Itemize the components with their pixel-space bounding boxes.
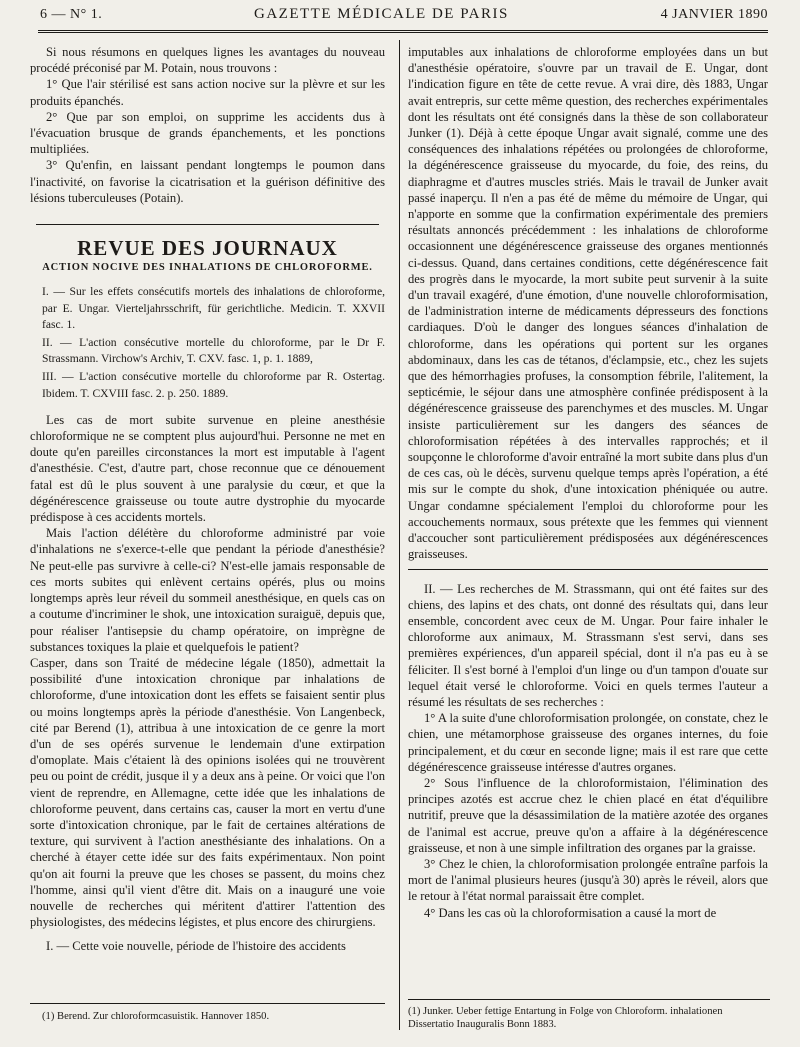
right-column bbox=[408, 44, 768, 921]
body-paragraph: Casper, dans son Traité de médecine légale (1850), admettait la possibilité d'une intoxication chronique par inhalations de chloroforme, d'une intoxication dont les effets se faisaient sentir plus ou moins longtemps après la période d'anesthésie. Von Langenbeck, cité par Berend (1), attribua à une intoxication de ce genre la mort d'un de ses opérés survenue le lendemain d'une extirpation d'omoplate. Mais c'étaient là des opinions isolées qui ne trouvèrent peu ou point de crédit, jusque il y a deux ans à peine. Or voici que l'on vient de reprendre, en Allemagne, cette idée que les inhalations de chloroforme peuvent, dans certains cas, causer la mort en vertu d'une sorte d'intoxication chronique, par le fait de certaines altérations de texture, qui survivent à l'action anesthésiante des inhalations. On a cherché à étayer cette idée sur des faits expérimentaux. Non point qu'on ait fourni la preuve que les choses se passent, du moins chez l'homme, ainsi qu'il vient d'être dit. Mais on a inauguré une voie nouvelle de recherches qui méritent d'attirer l'attention des physiologistes, des médecins légistes, et plus encore des chirurgiens. bbox=[30, 655, 385, 930]
footnote-rule-left bbox=[30, 1003, 385, 1004]
reference-item: I. — Sur les effets consécutifs mortels des inhalations de chloroforme, par E. Ungar. Vierteljahrsschrift, für gerichtliche. Medicin. T. XXVII fasc. 1. bbox=[42, 285, 385, 331]
journal-title: GAZETTE MÉDICALE DE PARIS bbox=[254, 6, 509, 22]
column-divider bbox=[399, 40, 400, 1030]
left-column bbox=[30, 44, 385, 955]
paragraph-separator bbox=[408, 569, 768, 571]
result-point-2: 2° Sous l'influence de la chloroformistaion, l'élimination des principes azotés est accrue chez le chien placé en état d'équilibre nutritif, preuve que la désassimilation de la matière azotée des organes de l'animal est accrue, preuve qu'on a affaire à la dégénérescence graisseuse, et non à une simple infiltration des organes par la graisse. bbox=[408, 775, 768, 855]
advantage-point-1: 1° Que l'air stérilisé est sans action nocive sur la plèvre et sur les produits épanchés. bbox=[30, 77, 385, 108]
advantage-point-3: 3° Qu'enfin, en laissant pendant longtemps le poumon dans l'inactivité, on favorise la cicatrisation et la guérison définitive des lésions tuberculeuses (Potain). bbox=[30, 158, 385, 205]
page-number: 6 — N° 1. bbox=[40, 7, 103, 22]
body-paragraph: imputables aux inhalations de chloroforme employées dans un but d'anesthésie opératoire, s'ouvre par un travail de E. Ungar, dont l'indication figure en tête de cette revue. A vrai dire, dès 1883, Ungar avait entrepris, sur cette même question, des recherches expérimentales dont les résultats ont été consignés dans la thèse de son collaborateur Junker (1). Déjà à cette époque Ungar avait signalé, comme une des conséquences des inhalations répétées ou prolongées de chloroforme, la dégénérescence graisseuse du myocarde, du foie, des reins, du diaphragme et d'autres muscles striés. Mais le travail de Junker avait passé inaperçu. Il n'en a pas été de même du mémoire de Ungar, qui n'apporte en somme que la confirmation expérimentale des premiers résultats annoncés précédemment : les inhalations de chloroforme occasionnent une dégénérescence graisseuse des organes mentionnés ci-dessus. Quand, dans certaines conditions, cette dégénérescence fait des progrès dans le myocarde, la mort subite peut survenir à la suite d'un travail exagéré, d'une émotion, d'une nouvelle chloroformisation, de l'administration interne de médicaments dépresseurs des fonctions cardiaques. D'où le danger des longues séances d'inhalation de chloroforme, dans les opérations qui portent sur les organes abdominaux, dans les cas de tétanos, d'éclampsie, etc., chez les sujets que des hémorrhagies profuses, la consomption fébrile, l'alitement, la septicémie, le séjour dans une atmosphère confinée prédisposent à la dégénérescence graisseuse des parenchymes et des muscles. M. Ungar insiste particulièrement sur les dangers des séances de chloroformisation répétées à des intervalles rapprochés; et il soupçonne le chloroforme d'avoir entraîné la mort subite dans plus d'un de ces cas, où le décès, survenu quelque temps après l'opération, a été mis sur le compte du shok, d'une intoxication phéniquée ou autre. Ungar condamne spécialement l'emploi du chloroforme pour les accouchements normaux, sous prétexte que les femmes qui viennent d'accoucher sont particulièrement prédisposées aux dégénérescences graisseuses. bbox=[408, 45, 768, 562]
advantage-point-2: 2° Que par son emploi, on supprime les accidents dus à l'évacuation brusque de grands épanchements, et les ponctions multipliées. bbox=[30, 109, 385, 157]
section-title: REVUE DES JOURNAUX bbox=[77, 236, 338, 261]
result-point-1: 1° A la suite d'une chloroformisation prolongée, on constate, chez le chien, une métamorphose graisseuse des organes internes, du foie principalement, et du cœur en seconde ligne; mais il est rare que cette dégénérescence graisseuse intéresse d'autres organes. bbox=[408, 711, 768, 774]
page-header bbox=[40, 6, 768, 28]
reference-item: III. — L'action consécutive mortelle du chloroforme par R. Ostertag. Ibidem. T. CXVIII fasc. 2. p. 250. 1889. bbox=[42, 370, 385, 400]
header-rule bbox=[38, 30, 768, 36]
section-subtitle: ACTION NOCIVE DES INHALATIONS DE CHLOROFORME. bbox=[42, 262, 373, 274]
body-paragraph: II. — Les recherches de M. Strassmann, qui ont été faites sur des chiens, des lapins et des chats, ont donné des résultats qui, dans leur ensemble, concordent avec ceux de M. Ungar. Pour faire inhaler le chloroforme aux animaux, M. Strassmann s'est servi, dans ses premières expériences, d'un appareil spécial, dont il n'a pas eu à se féliciter. Il s'est borné à l'emploi d'un linge ou d'un tampon d'ouate sur lequel était versé le chloroforme. Voici en quels termes l'auteur a résumé les résultats de ses recherches : bbox=[408, 581, 768, 709]
issue-date: 4 JANVIER 1890 bbox=[660, 7, 768, 22]
body-paragraph: Mais l'action délétère du chloroforme administré par voie d'inhalations ne s'exerce-t-elle que pendant la période d'anesthésie? Ne peut-elle pas survivre à celle-ci? N'est-elle jamais responsable de ces morts subites qui enlèvent certains opérés, plus ou moins longtemps après leur réveil du sommeil anesthésique, en quels cas on a coutume d'incriminer le shok, une intoxication suraiguë, depuis que, pour réaliser l'antisepsie du champ opératoire, on imprègne de substances toxiques la plaie et quelquefois le patient? bbox=[30, 526, 385, 654]
body-paragraph: Les cas de mort subite survenue en pleine anesthésie chloroformique ne se comptent plus aujourd'hui. Personne ne met en doute qu'en pareilles circonstances la mort est imputable à l'agent d'anesthésie. C'est, d'autre part, chose reconnue que ce dénouement fatal est dû le plus souvent à une paralysie du cœur, et que la dégénérescence graisseuse ou toute autre dystrophie du myocarde prédispose à ces accidents mortels. bbox=[30, 412, 385, 525]
section-separator bbox=[36, 224, 379, 226]
intro-paragraph: Si nous résumons en quelques lignes les avantages du nouveau procédé préconisé par M. Potain, nous trouvons : bbox=[30, 45, 385, 76]
footnote-right: (1) Junker. Ueber fettige Entartung in Folge von Chloroform. inhalationen Dissertatio Inauguralis Bonn 1883. bbox=[408, 1006, 723, 1030]
result-point-3: 3° Chez le chien, la chloroformisation prolongée entraîne parfois la mort de l'animal plusieurs heures (jusqu'à 30) après le réveil, alors que le retour à l'état normal paraissait être complet. bbox=[408, 856, 768, 904]
result-point-4: 4° Dans les cas où la chloroformisation a causé la mort de bbox=[424, 905, 717, 920]
footnote-left: (1) Berend. Zur chloroformcasuistik. Hannover 1850. bbox=[42, 1011, 270, 1022]
reference-list bbox=[30, 284, 385, 401]
footnote-rule-right bbox=[408, 999, 770, 1000]
reference-item: II. — L'action consécutive mortelle du chloroforme, par le Dr F. Strassmann. Virchow's Archiv, T. CXV. fasc. 1, p. 1. 1889, bbox=[42, 336, 385, 366]
body-paragraph: I. — Cette voie nouvelle, période de l'histoire des accidents bbox=[46, 939, 346, 954]
